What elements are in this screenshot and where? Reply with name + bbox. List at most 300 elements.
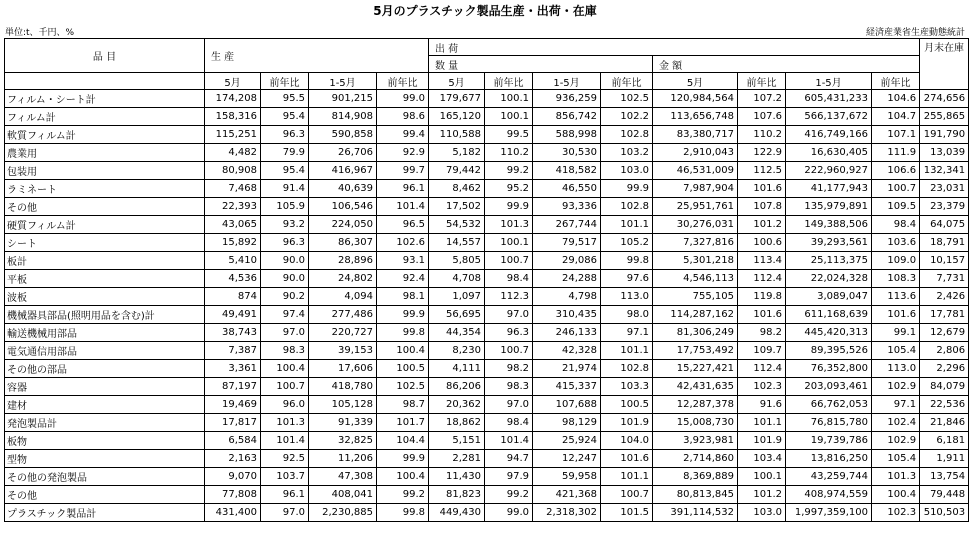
row-label: 建材 xyxy=(5,396,205,414)
table-row xyxy=(5,126,969,144)
table-cell: 416,749,166 xyxy=(786,126,872,144)
header-jan-may: 1-5月 xyxy=(786,73,872,90)
table-cell: 97.9 xyxy=(485,468,533,486)
table-cell: 41,177,943 xyxy=(786,180,872,198)
table-cell: 99.8 xyxy=(377,504,429,522)
table-cell: 12,247 xyxy=(533,450,601,468)
table-cell: 274,656 xyxy=(920,90,969,108)
table-cell: 588,998 xyxy=(533,126,601,144)
table-cell: 98.4 xyxy=(872,216,920,234)
table-cell: 158,316 xyxy=(205,108,261,126)
table-row xyxy=(5,450,969,468)
table-row xyxy=(5,504,969,522)
row-label: プラスチック製品計 xyxy=(5,504,205,522)
table-cell: 135,979,891 xyxy=(786,198,872,216)
table-cell: 105.4 xyxy=(872,450,920,468)
table-cell: 97.1 xyxy=(872,396,920,414)
table-cell: 566,137,672 xyxy=(786,108,872,126)
row-label: 板物 xyxy=(5,432,205,450)
table-cell: 54,532 xyxy=(429,216,485,234)
table-cell: 100.1 xyxy=(485,108,533,126)
table-cell: 19,469 xyxy=(205,396,261,414)
table-cell: 418,582 xyxy=(533,162,601,180)
table-cell: 96.0 xyxy=(261,396,309,414)
table-cell: 149,388,506 xyxy=(786,216,872,234)
table-cell: 6,584 xyxy=(205,432,261,450)
row-label: 発泡製品計 xyxy=(5,414,205,432)
table-cell: 13,816,250 xyxy=(786,450,872,468)
table-cell: 8,230 xyxy=(429,342,485,360)
table-cell: 103.2 xyxy=(601,144,653,162)
table-cell: 25,924 xyxy=(533,432,601,450)
table-row xyxy=(5,270,969,288)
table-cell: 95.4 xyxy=(261,162,309,180)
table-cell: 8,369,889 xyxy=(653,468,738,486)
table-cell: 98.3 xyxy=(261,342,309,360)
table-cell: 13,039 xyxy=(920,144,969,162)
table-row xyxy=(5,378,969,396)
table-cell: 101.1 xyxy=(601,342,653,360)
table-cell: 104.0 xyxy=(601,432,653,450)
table-cell: 4,798 xyxy=(533,288,601,306)
table-cell: 19,739,786 xyxy=(786,432,872,450)
row-label: 機械器具部品(照明用品を含む)計 xyxy=(5,306,205,324)
row-label: シート xyxy=(5,234,205,252)
table-cell: 100.6 xyxy=(738,234,786,252)
header-shipment: 出 荷 xyxy=(429,39,920,56)
table-cell: 104.6 xyxy=(872,90,920,108)
table-cell: 101.7 xyxy=(377,414,429,432)
statistics-table xyxy=(4,38,969,522)
table-cell: 96.3 xyxy=(485,324,533,342)
table-cell: 5,182 xyxy=(429,144,485,162)
table-cell: 91,339 xyxy=(309,414,377,432)
table-cell: 92.4 xyxy=(377,270,429,288)
table-cell: 100.4 xyxy=(377,342,429,360)
table-row xyxy=(5,180,969,198)
table-cell: 47,308 xyxy=(309,468,377,486)
table-cell: 99.2 xyxy=(485,486,533,504)
table-cell: 246,133 xyxy=(533,324,601,342)
table-cell: 101.9 xyxy=(601,414,653,432)
table-cell: 445,420,313 xyxy=(786,324,872,342)
table-cell: 113.0 xyxy=(872,360,920,378)
table-cell: 99.2 xyxy=(377,486,429,504)
table-cell: 79.9 xyxy=(261,144,309,162)
table-cell: 112.5 xyxy=(738,162,786,180)
table-cell: 101.2 xyxy=(738,486,786,504)
table-cell: 2,296 xyxy=(920,360,969,378)
table-cell: 28,896 xyxy=(309,252,377,270)
table-cell: 391,114,532 xyxy=(653,504,738,522)
row-label: 輸送機械用部品 xyxy=(5,324,205,342)
table-cell: 1,097 xyxy=(429,288,485,306)
table-cell: 22,536 xyxy=(920,396,969,414)
table-cell: 40,639 xyxy=(309,180,377,198)
header-yoy: 前年比 xyxy=(872,73,920,90)
table-cell: 17,606 xyxy=(309,360,377,378)
table-row xyxy=(5,396,969,414)
table-cell: 7,387 xyxy=(205,342,261,360)
table-cell: 102.6 xyxy=(377,234,429,252)
row-label: フィルム・シート計 xyxy=(5,90,205,108)
table-cell: 7,327,816 xyxy=(653,234,738,252)
table-cell: 25,113,375 xyxy=(786,252,872,270)
table-cell: 92.5 xyxy=(261,450,309,468)
table-row xyxy=(5,234,969,252)
table-cell: 84,079 xyxy=(920,378,969,396)
table-cell: 100.7 xyxy=(261,378,309,396)
table-cell: 99.2 xyxy=(485,162,533,180)
table-cell: 408,974,559 xyxy=(786,486,872,504)
table-cell: 113.6 xyxy=(872,288,920,306)
header-yoy: 前年比 xyxy=(738,73,786,90)
table-cell: 64,075 xyxy=(920,216,969,234)
table-cell: 100.4 xyxy=(377,468,429,486)
table-row xyxy=(5,486,969,504)
table-cell: 755,105 xyxy=(653,288,738,306)
row-label: フィルム計 xyxy=(5,108,205,126)
table-cell: 97.0 xyxy=(261,324,309,342)
table-cell: 220,727 xyxy=(309,324,377,342)
header-may: 5月 xyxy=(429,73,485,90)
table-cell: 4,482 xyxy=(205,144,261,162)
table-cell: 115,251 xyxy=(205,126,261,144)
table-cell: 7,468 xyxy=(205,180,261,198)
table-cell: 2,230,885 xyxy=(309,504,377,522)
table-cell: 87,197 xyxy=(205,378,261,396)
table-cell: 43,065 xyxy=(205,216,261,234)
table-cell: 86,307 xyxy=(309,234,377,252)
row-label: その他 xyxy=(5,198,205,216)
table-cell: 96.3 xyxy=(261,234,309,252)
table-cell: 112.4 xyxy=(738,360,786,378)
table-cell: 12,287,378 xyxy=(653,396,738,414)
table-row xyxy=(5,288,969,306)
table-cell: 13,754 xyxy=(920,468,969,486)
table-cell: 277,486 xyxy=(309,306,377,324)
table-cell: 89,395,526 xyxy=(786,342,872,360)
table-cell: 59,958 xyxy=(533,468,601,486)
table-cell: 4,094 xyxy=(309,288,377,306)
table-cell: 79,448 xyxy=(920,486,969,504)
table-cell: 30,276,031 xyxy=(653,216,738,234)
table-body xyxy=(5,90,969,522)
header-may: 5月 xyxy=(653,73,738,90)
table-cell: 103.4 xyxy=(738,450,786,468)
table-cell: 6,181 xyxy=(920,432,969,450)
table-cell: 98.4 xyxy=(485,414,533,432)
table-cell: 56,695 xyxy=(429,306,485,324)
row-label: 軟質フィルム計 xyxy=(5,126,205,144)
table-cell: 2,806 xyxy=(920,342,969,360)
header-amount: 金 額 xyxy=(653,56,920,73)
table-cell: 98.2 xyxy=(485,360,533,378)
table-cell: 101.2 xyxy=(738,216,786,234)
table-cell: 90.2 xyxy=(261,288,309,306)
table-cell: 5,805 xyxy=(429,252,485,270)
table-cell: 12,679 xyxy=(920,324,969,342)
table-cell: 105.2 xyxy=(601,234,653,252)
table-cell: 99.9 xyxy=(485,198,533,216)
table-cell: 98.1 xyxy=(377,288,429,306)
table-cell: 449,430 xyxy=(429,504,485,522)
table-cell: 108.3 xyxy=(872,270,920,288)
table-cell: 310,435 xyxy=(533,306,601,324)
table-cell: 109.0 xyxy=(872,252,920,270)
table-cell: 90.0 xyxy=(261,252,309,270)
table-cell: 99.9 xyxy=(377,306,429,324)
table-cell: 105,128 xyxy=(309,396,377,414)
table-cell: 81,823 xyxy=(429,486,485,504)
table-cell: 874 xyxy=(205,288,261,306)
table-cell: 21,974 xyxy=(533,360,601,378)
table-cell: 611,168,639 xyxy=(786,306,872,324)
table-cell: 66,762,053 xyxy=(786,396,872,414)
header-item: 品 目 xyxy=(5,39,205,73)
table-cell: 39,293,561 xyxy=(786,234,872,252)
table-cell: 103.7 xyxy=(261,468,309,486)
table-cell: 39,153 xyxy=(309,342,377,360)
table-cell: 113.4 xyxy=(738,252,786,270)
table-cell: 99.0 xyxy=(485,504,533,522)
table-cell: 179,677 xyxy=(429,90,485,108)
table-cell: 83,380,717 xyxy=(653,126,738,144)
table-cell: 107.6 xyxy=(738,108,786,126)
table-cell: 30,530 xyxy=(533,144,601,162)
row-label: ラミネート xyxy=(5,180,205,198)
table-cell: 936,259 xyxy=(533,90,601,108)
table-cell: 101.1 xyxy=(601,216,653,234)
table-cell: 102.8 xyxy=(601,198,653,216)
table-cell: 2,163 xyxy=(205,450,261,468)
table-cell: 107.8 xyxy=(738,198,786,216)
table-cell: 76,815,780 xyxy=(786,414,872,432)
table-cell: 191,790 xyxy=(920,126,969,144)
row-label: 型物 xyxy=(5,450,205,468)
header-quantity: 数 量 xyxy=(429,56,653,73)
table-cell: 418,780 xyxy=(309,378,377,396)
table-cell: 5,151 xyxy=(429,432,485,450)
table-cell: 95.2 xyxy=(485,180,533,198)
table-cell: 23,031 xyxy=(920,180,969,198)
table-cell: 119.8 xyxy=(738,288,786,306)
table-cell: 104.4 xyxy=(377,432,429,450)
table-cell: 267,744 xyxy=(533,216,601,234)
unit-note: 単位:t、千円、% xyxy=(5,28,75,38)
table-cell: 102.2 xyxy=(601,108,653,126)
table-cell: 100.7 xyxy=(601,486,653,504)
table-cell: 112.3 xyxy=(485,288,533,306)
table-cell: 24,802 xyxy=(309,270,377,288)
table-cell: 102.8 xyxy=(601,126,653,144)
table-cell: 42,328 xyxy=(533,342,601,360)
table-cell: 122.9 xyxy=(738,144,786,162)
table-cell: 18,862 xyxy=(429,414,485,432)
table-cell: 103.3 xyxy=(601,378,653,396)
table-cell: 43,259,744 xyxy=(786,468,872,486)
table-cell: 103.6 xyxy=(872,234,920,252)
table-cell: 98,129 xyxy=(533,414,601,432)
table-cell: 97.4 xyxy=(261,306,309,324)
table-cell: 222,960,927 xyxy=(786,162,872,180)
table-cell: 814,908 xyxy=(309,108,377,126)
row-label: 電気通信用部品 xyxy=(5,342,205,360)
table-cell: 99.9 xyxy=(601,180,653,198)
table-cell: 109.7 xyxy=(738,342,786,360)
table-cell: 99.4 xyxy=(377,126,429,144)
table-cell: 98.4 xyxy=(485,270,533,288)
table-cell: 98.7 xyxy=(377,396,429,414)
table-cell: 96.5 xyxy=(377,216,429,234)
table-cell: 99.1 xyxy=(872,324,920,342)
table-cell: 102.5 xyxy=(601,90,653,108)
table-cell: 2,714,860 xyxy=(653,450,738,468)
table-cell: 510,503 xyxy=(920,504,969,522)
table-cell: 3,089,047 xyxy=(786,288,872,306)
table-cell: 38,743 xyxy=(205,324,261,342)
row-label: その他の部品 xyxy=(5,360,205,378)
table-row xyxy=(5,198,969,216)
header-yoy: 前年比 xyxy=(261,73,309,90)
table-row xyxy=(5,468,969,486)
table-cell: 103.0 xyxy=(601,162,653,180)
row-label: 農業用 xyxy=(5,144,205,162)
table-cell: 86,206 xyxy=(429,378,485,396)
table-cell: 174,208 xyxy=(205,90,261,108)
table-cell: 4,111 xyxy=(429,360,485,378)
table-cell: 114,287,162 xyxy=(653,306,738,324)
table-cell: 97.0 xyxy=(485,306,533,324)
table-cell: 97.1 xyxy=(601,324,653,342)
table-cell: 132,341 xyxy=(920,162,969,180)
table-row xyxy=(5,414,969,432)
table-cell: 101.1 xyxy=(738,414,786,432)
table-cell: 102.9 xyxy=(872,432,920,450)
table-cell: 96.1 xyxy=(261,486,309,504)
table-cell: 11,206 xyxy=(309,450,377,468)
table-row xyxy=(5,360,969,378)
table-cell: 101.6 xyxy=(872,306,920,324)
table-cell: 17,502 xyxy=(429,198,485,216)
table-row xyxy=(5,252,969,270)
table-row xyxy=(5,342,969,360)
page-title: 5月のプラスチック製品生産・出荷・在庫 xyxy=(373,4,597,18)
table-cell: 80,813,845 xyxy=(653,486,738,504)
table-cell: 102.3 xyxy=(872,504,920,522)
table-cell: 26,706 xyxy=(309,144,377,162)
table-cell: 46,550 xyxy=(533,180,601,198)
table-cell: 77,808 xyxy=(205,486,261,504)
table-cell: 76,352,800 xyxy=(786,360,872,378)
table-cell: 46,531,009 xyxy=(653,162,738,180)
header-inventory: 月末在庫 xyxy=(920,39,969,90)
table-cell: 2,318,302 xyxy=(533,504,601,522)
row-label: 容器 xyxy=(5,378,205,396)
table-cell: 24,288 xyxy=(533,270,601,288)
header-jan-may: 1-5月 xyxy=(309,73,377,90)
table-cell: 2,426 xyxy=(920,288,969,306)
table-row xyxy=(5,108,969,126)
table-cell: 100.1 xyxy=(485,234,533,252)
table-cell: 101.6 xyxy=(601,450,653,468)
table-cell: 93.1 xyxy=(377,252,429,270)
table-cell: 42,431,635 xyxy=(653,378,738,396)
table-cell: 421,368 xyxy=(533,486,601,504)
table-cell: 99.8 xyxy=(601,252,653,270)
header-item-blank xyxy=(5,73,205,90)
row-label: 板計 xyxy=(5,252,205,270)
table-cell: 1,911 xyxy=(920,450,969,468)
table-cell: 17,817 xyxy=(205,414,261,432)
table-cell: 113.0 xyxy=(601,288,653,306)
table-cell: 110,588 xyxy=(429,126,485,144)
table-cell: 101.6 xyxy=(738,180,786,198)
table-cell: 101.4 xyxy=(261,432,309,450)
table-cell: 5,410 xyxy=(205,252,261,270)
table-cell: 44,354 xyxy=(429,324,485,342)
table-cell: 15,227,421 xyxy=(653,360,738,378)
table-cell: 99.9 xyxy=(377,450,429,468)
table-cell: 106,546 xyxy=(309,198,377,216)
table-cell: 224,050 xyxy=(309,216,377,234)
table-cell: 95.5 xyxy=(261,90,309,108)
table-row xyxy=(5,432,969,450)
table-cell: 109.5 xyxy=(872,198,920,216)
table-cell: 110.2 xyxy=(485,144,533,162)
table-cell: 7,987,904 xyxy=(653,180,738,198)
table-cell: 93.2 xyxy=(261,216,309,234)
table-cell: 98.3 xyxy=(485,378,533,396)
table-cell: 14,557 xyxy=(429,234,485,252)
table-cell: 120,984,564 xyxy=(653,90,738,108)
table-cell: 100.4 xyxy=(261,360,309,378)
table-cell: 98.0 xyxy=(601,306,653,324)
table-cell: 15,008,730 xyxy=(653,414,738,432)
table-cell: 21,846 xyxy=(920,414,969,432)
table-cell: 102.4 xyxy=(872,414,920,432)
table-cell: 107.1 xyxy=(872,126,920,144)
table-cell: 91.6 xyxy=(738,396,786,414)
table-cell: 431,400 xyxy=(205,504,261,522)
table-row xyxy=(5,162,969,180)
table-cell: 97.0 xyxy=(485,396,533,414)
table-cell: 2,910,043 xyxy=(653,144,738,162)
table-cell: 49,491 xyxy=(205,306,261,324)
table-cell: 102.3 xyxy=(738,378,786,396)
table-cell: 101.3 xyxy=(261,414,309,432)
table-cell: 98.2 xyxy=(738,324,786,342)
table-cell: 100.4 xyxy=(872,486,920,504)
table-cell: 99.7 xyxy=(377,162,429,180)
table-cell: 79,442 xyxy=(429,162,485,180)
table-cell: 1,997,359,100 xyxy=(786,504,872,522)
source-note: 経済産業省生産動態統計 xyxy=(865,28,965,38)
table-cell: 91.4 xyxy=(261,180,309,198)
table-cell: 102.5 xyxy=(377,378,429,396)
table-cell: 5,301,218 xyxy=(653,252,738,270)
table-cell: 9,070 xyxy=(205,468,261,486)
table-cell: 901,215 xyxy=(309,90,377,108)
table-cell: 104.7 xyxy=(872,108,920,126)
row-label: 硬質フィルム計 xyxy=(5,216,205,234)
table-cell: 101.3 xyxy=(872,468,920,486)
table-cell: 25,951,761 xyxy=(653,198,738,216)
table-cell: 106.6 xyxy=(872,162,920,180)
table-cell: 80,908 xyxy=(205,162,261,180)
table-cell: 23,379 xyxy=(920,198,969,216)
table-cell: 100.5 xyxy=(601,396,653,414)
